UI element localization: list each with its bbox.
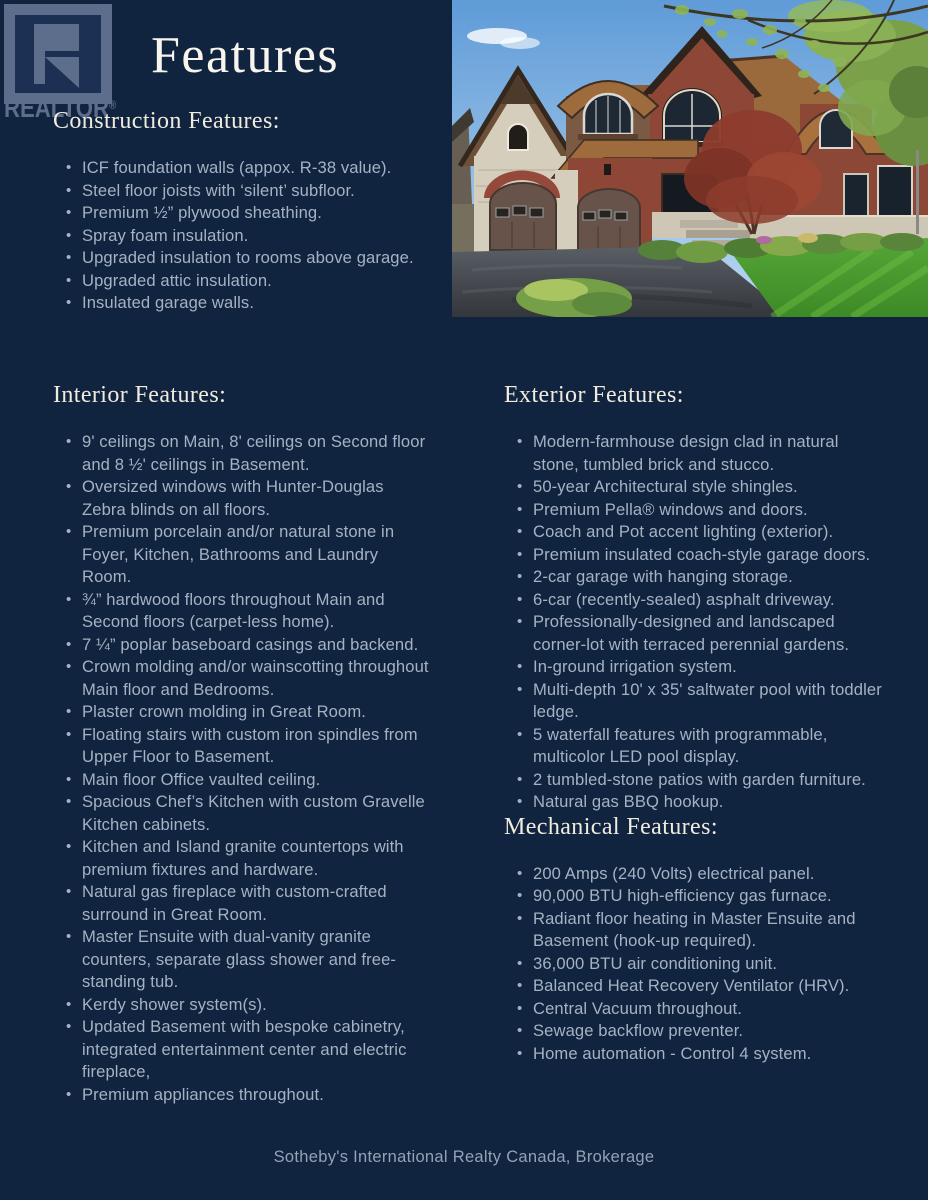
mechanical-heading: Mechanical Features:: [504, 813, 718, 840]
feature-item: • Premium Pella® windows and doors.: [517, 499, 882, 522]
feature-item: • ¾” hardwood floors throughout Main and Second floors (carpet-less home).: [66, 589, 431, 634]
section-exterior-mechanical: [504, 382, 882, 1065]
feature-item: • Steel floor joists with ‘silent’ subfloor.: [66, 180, 453, 203]
section-interior: [53, 382, 431, 1106]
feature-item: • 90,000 BTU high-efficiency gas furnace.: [517, 885, 882, 908]
feature-item: • Upgraded attic insulation.: [66, 270, 453, 293]
feature-item: • Kerdy shower system(s).: [66, 994, 431, 1017]
feature-item: • Central Vacuum throughout.: [517, 998, 882, 1021]
mechanical-list: [504, 863, 882, 1066]
feature-item: • ICF foundation walls (appox. R-38 value).: [66, 157, 453, 180]
feature-item: • Crown molding and/or wainscotting throughout Main floor and Bedrooms.: [66, 656, 431, 701]
feature-item: • Radiant floor heating in Master Ensuite and Basement (hook-up required).: [517, 908, 882, 953]
feature-item: • 6-car (recently-sealed) asphalt driveway.: [517, 589, 882, 612]
feature-item: • In-ground irrigation system.: [517, 656, 882, 679]
footer-text: Sotheby's International Realty Canada, Brokerage: [273, 1148, 655, 1166]
interior-list: [53, 431, 431, 1106]
feature-item: • Master Ensuite with dual-vanity granite counters, separate glass shower and free-standing tub.: [66, 926, 431, 994]
feature-item: • Kitchen and Island granite countertops with premium fixtures and hardware.: [66, 836, 431, 881]
feature-item: • 50-year Architectural style shingles.: [517, 476, 882, 499]
feature-item: • Upgraded insulation to rooms above garage.: [66, 247, 453, 270]
feature-item: • Professionally-designed and landscaped corner-lot with terraced perennial gardens.: [517, 611, 882, 656]
feature-item: • Premium appliances throughout.: [66, 1084, 431, 1107]
feature-item: • 2 tumbled-stone patios with garden furniture.: [517, 769, 882, 792]
utility-pole: [916, 150, 919, 234]
feature-item: • 9' ceilings on Main, 8' ceilings on Second floor and 8 ½' ceilings in Basement.: [66, 431, 431, 476]
construction-heading: Construction Features:: [53, 108, 280, 134]
feature-item: • Natural gas BBQ hookup.: [517, 791, 882, 814]
feature-item: • 200 Amps (240 Volts) electrical panel.: [517, 863, 882, 886]
feature-item: • Modern-farmhouse design clad in natural stone, tumbled brick and stucco.: [517, 431, 882, 476]
exterior-list: [504, 431, 882, 814]
feature-item: • Spacious Chef’s Kitchen with custom Gravelle Kitchen cabinets.: [66, 791, 431, 836]
feature-item: • Home automation - Control 4 system.: [517, 1043, 882, 1066]
feature-item: • Premium insulated coach-style garage doors.: [517, 544, 882, 567]
feature-item: • 5 waterfall features with programmable, multicolor LED pool display.: [517, 724, 882, 769]
realtor-brand-text: REALTOR: [4, 93, 109, 123]
feature-item: • Coach and Pot accent lighting (exterior).: [517, 521, 882, 544]
exterior-heading: Exterior Features:: [504, 382, 684, 408]
realtor-logo: [4, 4, 116, 124]
garage-door-right: [578, 189, 640, 250]
feature-item: • Floating stairs with custom iron spindles from Upper Floor to Basement.: [66, 724, 431, 769]
interior-heading: Interior Features:: [53, 382, 227, 408]
feature-item: • Spray foam insulation.: [66, 225, 453, 248]
registered-mark: ®: [108, 98, 117, 112]
feature-item: • Natural gas fireplace with custom-crafted surround in Great Room.: [66, 881, 431, 926]
realtor-r-icon: [4, 4, 112, 104]
feature-item: • 36,000 BTU air conditioning unit.: [517, 953, 882, 976]
feature-item: • Sewage backflow preventer.: [517, 1020, 882, 1043]
feature-item: • 7 ¼” poplar baseboard casings and backend.: [66, 634, 431, 657]
house-photo: [452, 0, 928, 317]
feature-item: • Main floor Office vaulted ceiling.: [66, 769, 431, 792]
feature-item: • Premium ½” plywood sheathing.: [66, 202, 453, 225]
feature-item: • 2-car garage with hanging storage.: [517, 566, 882, 589]
coach-light: [604, 164, 611, 175]
section-construction: [53, 108, 453, 315]
feature-item: • Premium porcelain and/or natural stone in Foyer, Kitchen, Bathrooms and Laundry Room.: [66, 521, 431, 589]
feature-item: • Multi-depth 10' x 35' saltwater pool with toddler ledge.: [517, 679, 882, 724]
feature-item: • Insulated garage walls.: [66, 292, 453, 315]
feature-item: • Oversized windows with Hunter-Douglas Zebra blinds on all floors.: [66, 476, 431, 521]
page-title: Features: [151, 27, 340, 84]
feature-item: • Balanced Heat Recovery Ventilator (HRV).: [517, 975, 882, 998]
feature-item: • Plaster crown molding in Great Room.: [66, 701, 431, 724]
garage-door-left: [490, 183, 556, 250]
construction-list: [53, 157, 453, 315]
feature-item: • Updated Basement with bespoke cabinetry, integrated entertainment center and electric fireplace,: [66, 1016, 431, 1084]
